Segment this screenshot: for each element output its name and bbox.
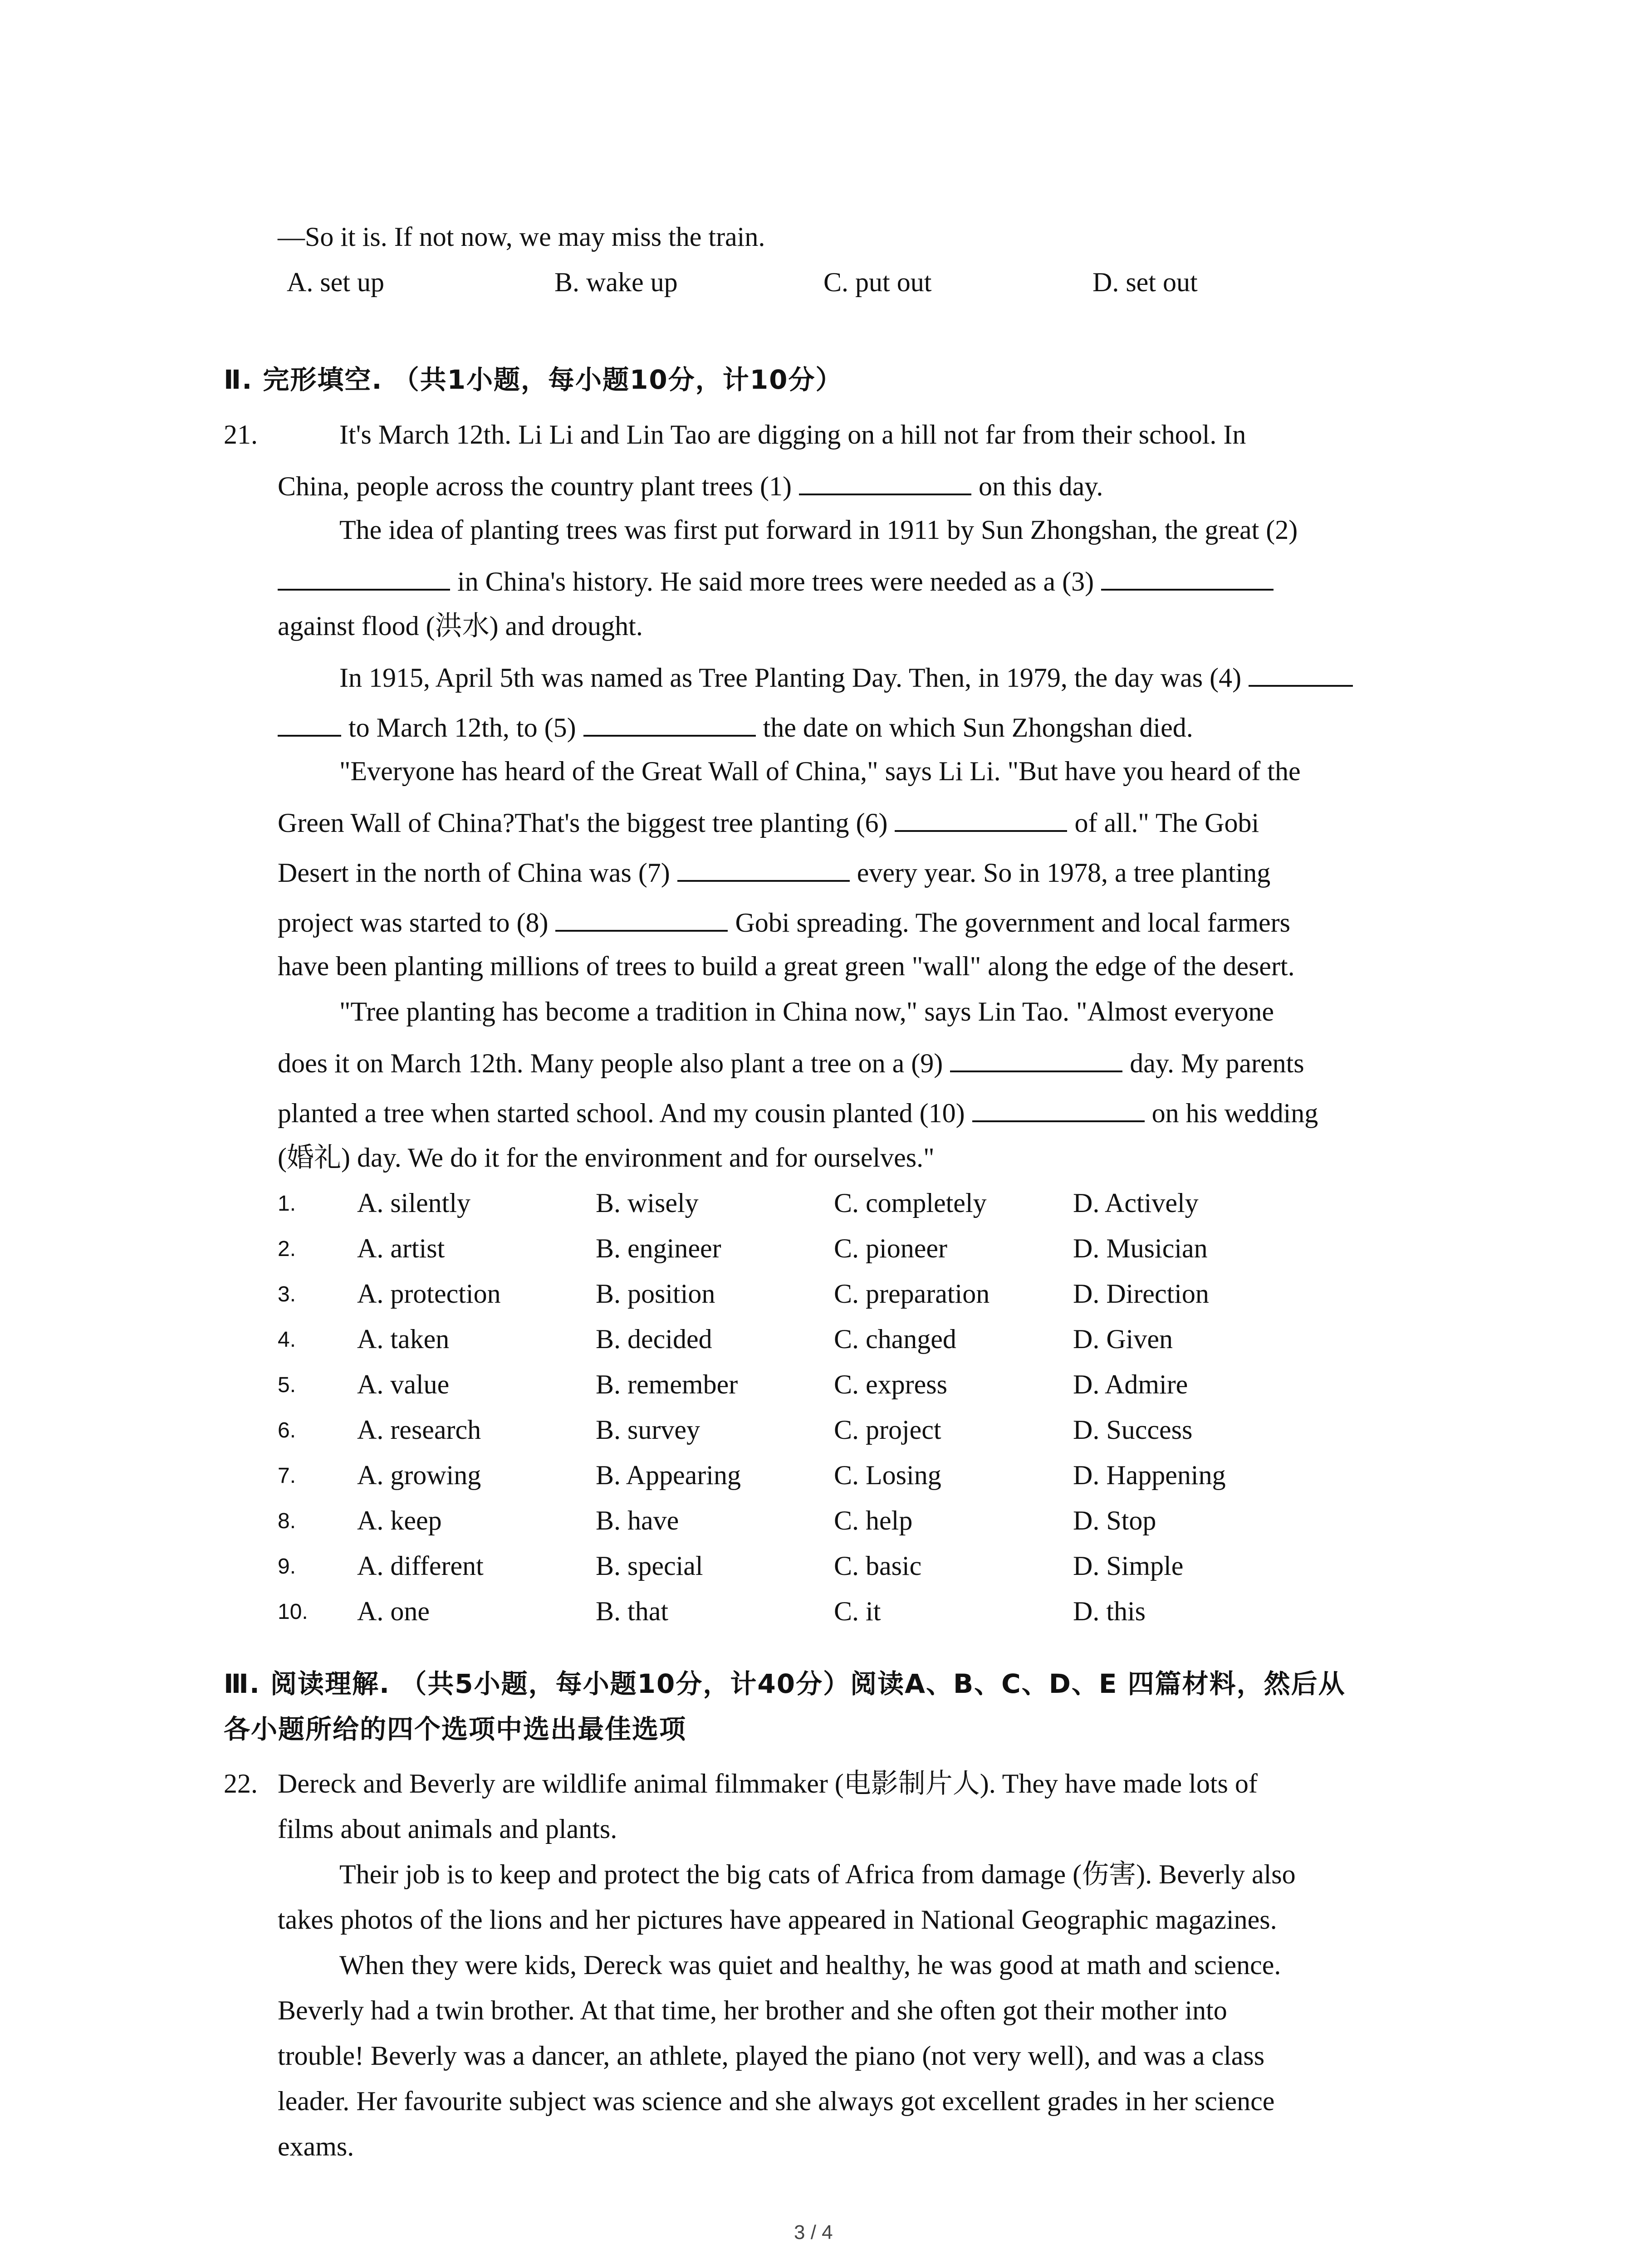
page-number: 3 / 4 [794, 2221, 833, 2244]
blank-4-part2 [278, 712, 341, 737]
passage-line: "Everyone has heard of the Great Wall of China," says Li Li. "But have you heard of the [339, 756, 1301, 786]
choice-a: A. artist [357, 1233, 445, 1263]
choice-number: 2. [278, 1237, 296, 1261]
choice-a: A. different [357, 1551, 484, 1581]
passage-line: (婚礼) day. We do it for the environment and for ourselves." [278, 1143, 935, 1173]
choice-c: C. preparation [834, 1279, 990, 1309]
choice-number: 4. [278, 1328, 296, 1352]
choice-c: C. project [834, 1415, 941, 1445]
blank-4-part1 [1249, 662, 1353, 687]
blank-10 [972, 1098, 1145, 1122]
choice-b: B. special [596, 1551, 703, 1581]
choice-c: C. changed [834, 1324, 956, 1354]
blank-1 [799, 471, 971, 495]
passage-line: It's March 12th. Li Li and Lin Tao are digging on a hill not far from their school. In [339, 420, 1246, 450]
passage-line: Dereck and Beverly are wildlife animal filmmaker (电影制片人). They have made lots of [278, 1769, 1258, 1799]
blank-3 [1101, 566, 1274, 591]
passage-line: When they were kids, Dereck was quiet and healthy, he was good at math and science. [339, 1950, 1281, 1980]
option-c: C. put out [823, 267, 932, 297]
choice-d: D. Actively [1073, 1188, 1199, 1218]
choice-c: C. it [834, 1596, 881, 1626]
choice-b: B. have [596, 1505, 679, 1535]
section-heading-reading-line2: 各小题所给的四个选项中选出最佳选项 [224, 1714, 687, 1745]
choice-d: D. Success [1073, 1415, 1193, 1445]
choice-number: 10. [278, 1600, 308, 1624]
choice-a: A. taken [357, 1324, 450, 1354]
passage-line: trouble! Beverly was a dancer, an athlete, played the piano (not very well), and was a class [278, 2041, 1265, 2071]
passage-line: planted a tree when started school. And my cousin planted (10) on his wedding [278, 1098, 1318, 1128]
choice-d: D. Musician [1073, 1233, 1208, 1263]
choice-number: 3. [278, 1282, 296, 1306]
passage-line: leader. Her favourite subject was science and she always got excellent grades in her science [278, 2086, 1275, 2116]
option-d: D. set out [1092, 267, 1198, 297]
passage-line: "Tree planting has become a tradition in China now," says Lin Tao. "Almost everyone [339, 997, 1274, 1026]
choice-d: D. Simple [1073, 1551, 1184, 1581]
passage-line: against flood (洪水) and drought. [278, 611, 643, 641]
choice-b: B. that [596, 1596, 668, 1626]
question-number: 21. [224, 420, 258, 450]
passage-line: China, people across the country plant trees (1) on this day. [278, 471, 1103, 501]
choice-d: D. Given [1073, 1324, 1173, 1354]
choice-c: C. express [834, 1369, 947, 1399]
passage-line: exams. [278, 2131, 354, 2161]
choice-b: B. remember [596, 1369, 738, 1399]
passage-line: have been planting millions of trees to build a great green "wall" along the edge of the desert. [278, 951, 1295, 981]
choice-a: A. growing [357, 1460, 481, 1490]
choice-c: C. basic [834, 1551, 922, 1581]
option-b: B. wake up [554, 267, 678, 297]
passage-line: to March 12th, to (5) the date on which Sun Zhongshan died. [278, 712, 1193, 741]
choice-c: C. help [834, 1505, 913, 1535]
passage-line: does it on March 12th. Many people also plant a tree on a (9) day. My parents [278, 1048, 1304, 1078]
choice-b: B. engineer [596, 1233, 721, 1263]
choice-d: D. Admire [1073, 1369, 1188, 1399]
choice-number: 6. [278, 1418, 296, 1442]
blank-2 [278, 566, 450, 591]
choice-a: A. keep [357, 1505, 442, 1535]
passage-line: Desert in the north of China was (7) every year. So in 1978, a tree planting [278, 858, 1271, 888]
choice-a: A. silently [357, 1188, 470, 1218]
blank-5 [583, 712, 756, 737]
blank-8 [555, 907, 728, 932]
section-heading-cloze: Ⅱ. 完形填空. （共1小题，每小题10分，计10分） [224, 364, 843, 395]
choice-b: B. decided [596, 1324, 712, 1354]
choice-b: B. position [596, 1279, 715, 1309]
passage-line: Beverly had a twin brother. At that time, her brother and she often got their mother into [278, 1995, 1227, 2025]
choice-c: C. completely [834, 1188, 987, 1218]
choice-b: B. wisely [596, 1188, 699, 1218]
choice-c: C. pioneer [834, 1233, 947, 1263]
choice-d: D. this [1073, 1596, 1146, 1626]
choice-d: D. Stop [1073, 1505, 1156, 1535]
choice-number: 7. [278, 1464, 296, 1488]
passage-line: project was started to (8) Gobi spreading. The government and local farmers [278, 908, 1290, 938]
choice-a: A. protection [357, 1279, 501, 1309]
choice-b: B. Appearing [596, 1460, 741, 1490]
passage-line: Their job is to keep and protect the big cats of Africa from damage (伤害). Beverly also [339, 1859, 1296, 1889]
choice-a: A. one [357, 1596, 430, 1626]
passage-line: in China's history. He said more trees were needed as a (3) [278, 566, 1281, 595]
passage-line: takes photos of the lions and her pictures have appeared in National Geographic magazines. [278, 1905, 1277, 1935]
choice-b: B. survey [596, 1415, 700, 1445]
choice-a: A. research [357, 1415, 481, 1445]
passage-line: films about animals and plants. [278, 1814, 617, 1844]
choice-number: 1. [278, 1192, 296, 1216]
choice-a: A. value [357, 1369, 450, 1399]
passage-line: The idea of planting trees was first put forward in 1911 by Sun Zhongshan, the great (2) [339, 515, 1298, 545]
choice-d: D. Happening [1073, 1460, 1226, 1490]
choice-number: 8. [278, 1509, 296, 1533]
option-a: A. set up [287, 267, 384, 297]
question-number: 22. [224, 1769, 258, 1799]
dialog-line: —So it is. If not now, we may miss the train. [278, 222, 765, 252]
passage-line: Green Wall of China?That's the biggest tree planting (6) of all." The Gobi [278, 808, 1259, 838]
choice-number: 9. [278, 1554, 296, 1579]
choice-number: 5. [278, 1373, 296, 1397]
passage-line: In 1915, April 5th was named as Tree Planting Day. Then, in 1979, the day was (4) [339, 662, 1360, 691]
choice-c: C. Losing [834, 1460, 941, 1490]
blank-6 [895, 807, 1067, 832]
blank-7 [677, 857, 850, 882]
choice-d: D. Direction [1073, 1279, 1209, 1309]
blank-9 [950, 1048, 1122, 1072]
section-heading-reading: Ⅲ. 阅读理解. （共5小题，每小题10分，计40分）阅读A、B、C、D、E 四篇材料，然后从 [224, 1668, 1346, 1699]
